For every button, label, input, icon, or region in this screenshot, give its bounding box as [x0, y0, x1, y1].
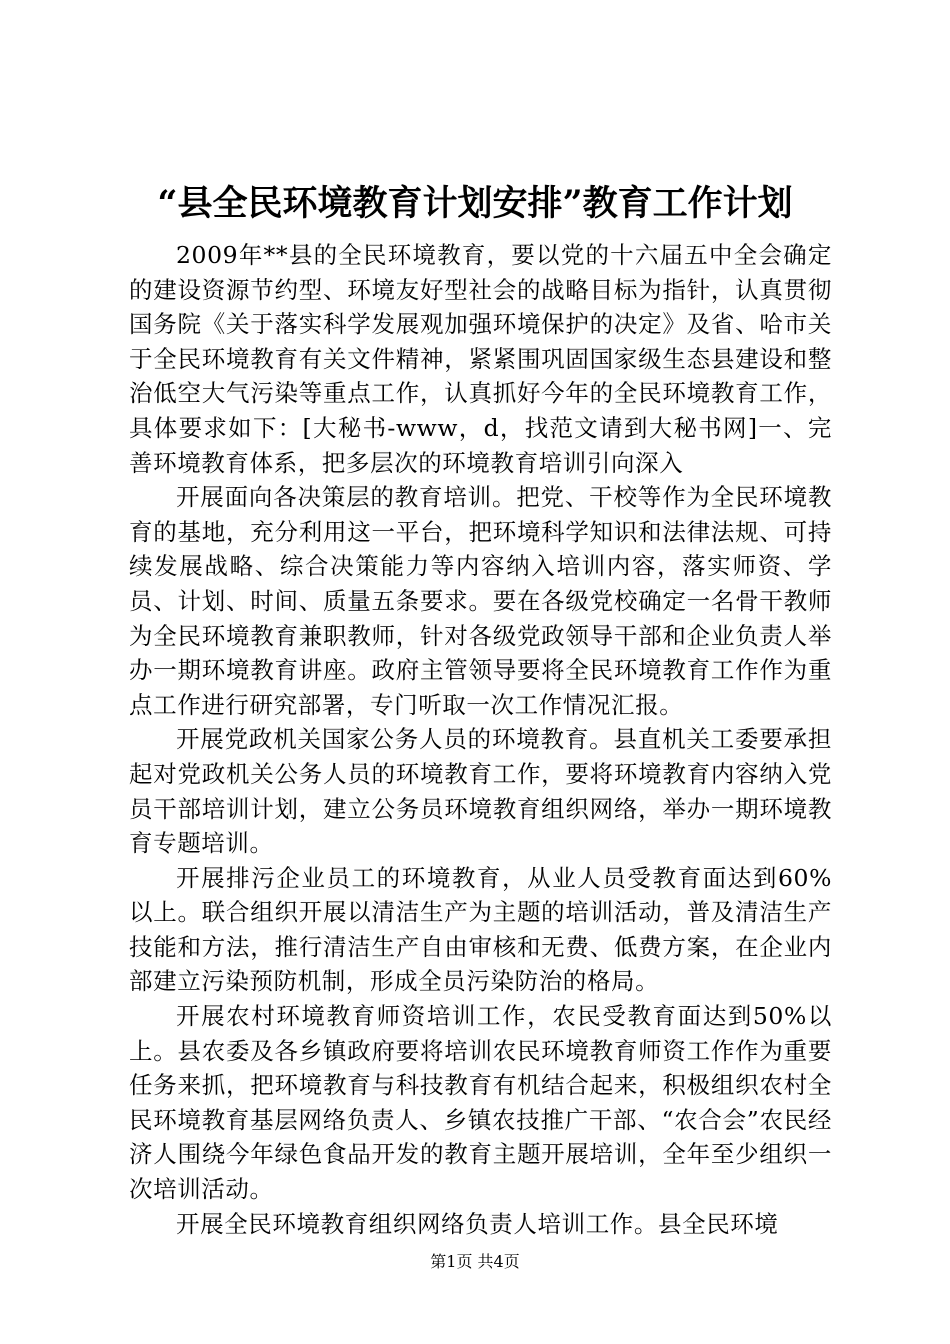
paragraph: 2009年**县的全民环境教育，要以党的十六届五中全会确定的建设资源节约型、环境友好型社会的战略目标为指针，认真贯彻国务院《关于落实科学发展观加强环境保护的决定》及省、哈市关于全民环境教育有关文件精神，紧紧围巩固国家级生态县建设和整治低空大气污染等重点工作，认真抓好今年的全民环境教育工作，具体要求如下：[大秘书-www，d，找范文请到大秘书网]一、完善环境教育体系，把多层次的环境教育培训引向深入 [129, 241, 832, 477]
page-footer: 第1页 共4页 [430, 1252, 520, 1271]
paragraph: 开展排污企业员工的环境教育，从业人员受教育面达到60%以上。联合组织开展以清洁生产为主题的培训活动，普及清洁生产技能和方法，推行清洁生产自由审核和无费、低费方案，在企业内部建立污染预防机制，形成全员污染防治的格局。 [129, 863, 832, 996]
paragraph: 开展农村环境教育师资培训工作，农民受教育面达到50%以上。县农委及各乡镇政府要将培训农民环境教育师资工作作为重要任务来抓，把环境教育与科技教育有机结合起来，积极组织农村全民环境教育基层网络负责人、乡镇农技推广干部、“农合会”农民经济人围绕今年绿色食品开发的教育主题开展培训，全年至少组织一次培训活动。 [129, 1002, 832, 1204]
paragraph: 开展面向各决策层的教育培训。把党、干校等作为全民环境教育的基地，充分利用这一平台，把环境科学知识和法律法规、可持续发展战略、综合决策能力等内容纳入培训内容，落实师资、学员、计划、时间、质量五条要求。要在各级党校确定一名骨干教师为全民环境教育兼职教师，针对各级党政领导干部和企业负责人举办一期环境教育讲座。政府主管领导要将全民环境教育工作作为重点工作进行研究部署，专门听取一次工作情况汇报。 [129, 483, 832, 719]
paragraph: 开展党政机关国家公务人员的环境教育。县直机关工委要承担起对党政机关公务人员的环境教育工作，要将环境教育内容纳入党员干部培训计划，建立公务员环境教育组织网络，举办一期环境教育专题培训。 [129, 725, 832, 858]
document-body [129, 238, 832, 1241]
paragraph: 开展全民环境教育组织网络负责人培训工作。县全民环境 [176, 1209, 779, 1238]
document-title: “县全民环境教育计划安排”教育工作计划 [157, 183, 793, 224]
